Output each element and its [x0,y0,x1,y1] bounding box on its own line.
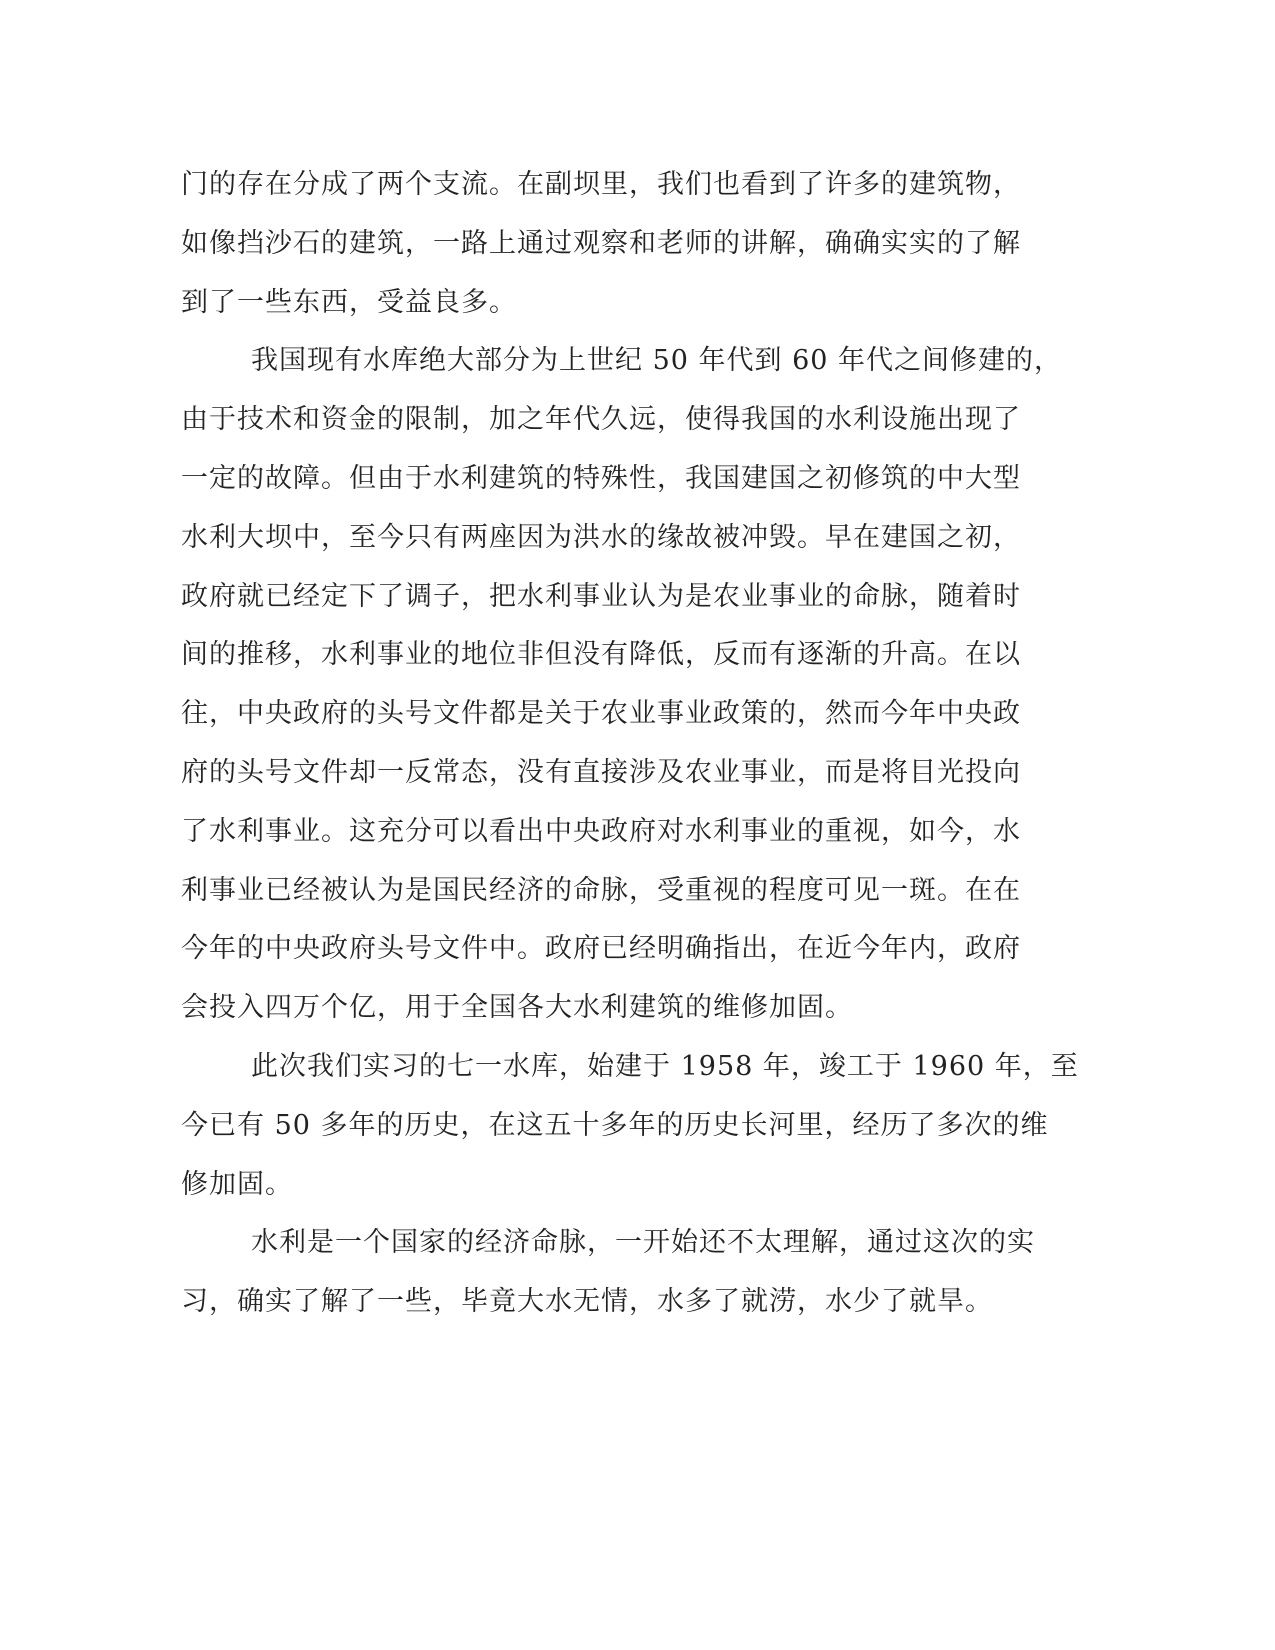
paragraph-3-line-2: 今已有 50 多年的历史，在这五十多年的历史长河里，经历了多次的维 [181,1109,1049,1141]
paragraph-3-line-1: 此次我们实习的七一水库，始建于 1958 年，竣工于 1960 年，至 [251,1050,1079,1082]
paragraph-2-line-2: 由于技术和资金的限制，加之年代久远，使得我国的水利设施出现了 [181,404,1021,436]
paragraph-3-line-3: 修加固。 [181,1168,293,1200]
paragraph-2-line-9: 了水利事业。这充分可以看出中央政府对水利事业的重视，如今，水 [181,815,1021,847]
paragraph-2-line-12: 会投入四万个亿，用于全国各大水利建筑的维修加固。 [181,992,853,1024]
paragraph-1-line-2: 如像挡沙石的建筑，一路上通过观察和老师的讲解，确确实实的了解 [181,227,1021,259]
paragraph-2-line-1: 我国现有水库绝大部分为上世纪 50 年代到 60 年代之间修建的， [251,345,1063,377]
paragraph-2-line-8: 府的头号文件却一反常态，没有直接涉及农业事业，而是将目光投向 [181,756,1021,788]
paragraph-2-line-10: 利事业已经被认为是国民经济的命脉，受重视的程度可见一斑。在在 [181,874,1021,906]
paragraph-2-line-7: 往，中央政府的头号文件都是关于农业事业政策的，然而今年中央政 [181,698,1021,730]
paragraph-1-line-1: 门的存在分成了两个支流。在副坝里，我们也看到了许多的建筑物， [181,169,1021,200]
paragraph-2-line-3: 一定的故障。但由于水利建筑的特殊性，我国建国之初修筑的中大型 [181,462,1021,494]
paragraph-2-line-5: 政府就已经定下了调子，把水利事业认为是农业事业的命脉，随着时 [181,580,1021,612]
paragraph-2-line-11: 今年的中央政府头号文件中。政府已经明确指出，在近今年内，政府 [181,933,1021,965]
paragraph-4-line-2: 习，确实了解了一些，毕竟大水无情，水多了就涝，水少了就旱。 [181,1286,993,1318]
paragraph-2-line-6: 间的推移，水利事业的地位非但没有降低，反而有逐渐的升高。在以 [181,639,1021,671]
document-body [181,156,1079,1332]
paragraph-4-line-1: 水利是一个国家的经济命脉，一开始还不太理解，通过这次的实 [251,1227,1035,1259]
paragraph-2-line-4: 水利大坝中，至今只有两座因为洪水的缘故被冲毁。早在建国之初， [181,521,1021,553]
paragraph-1-line-3: 到了一些东西，受益良多。 [181,286,517,318]
